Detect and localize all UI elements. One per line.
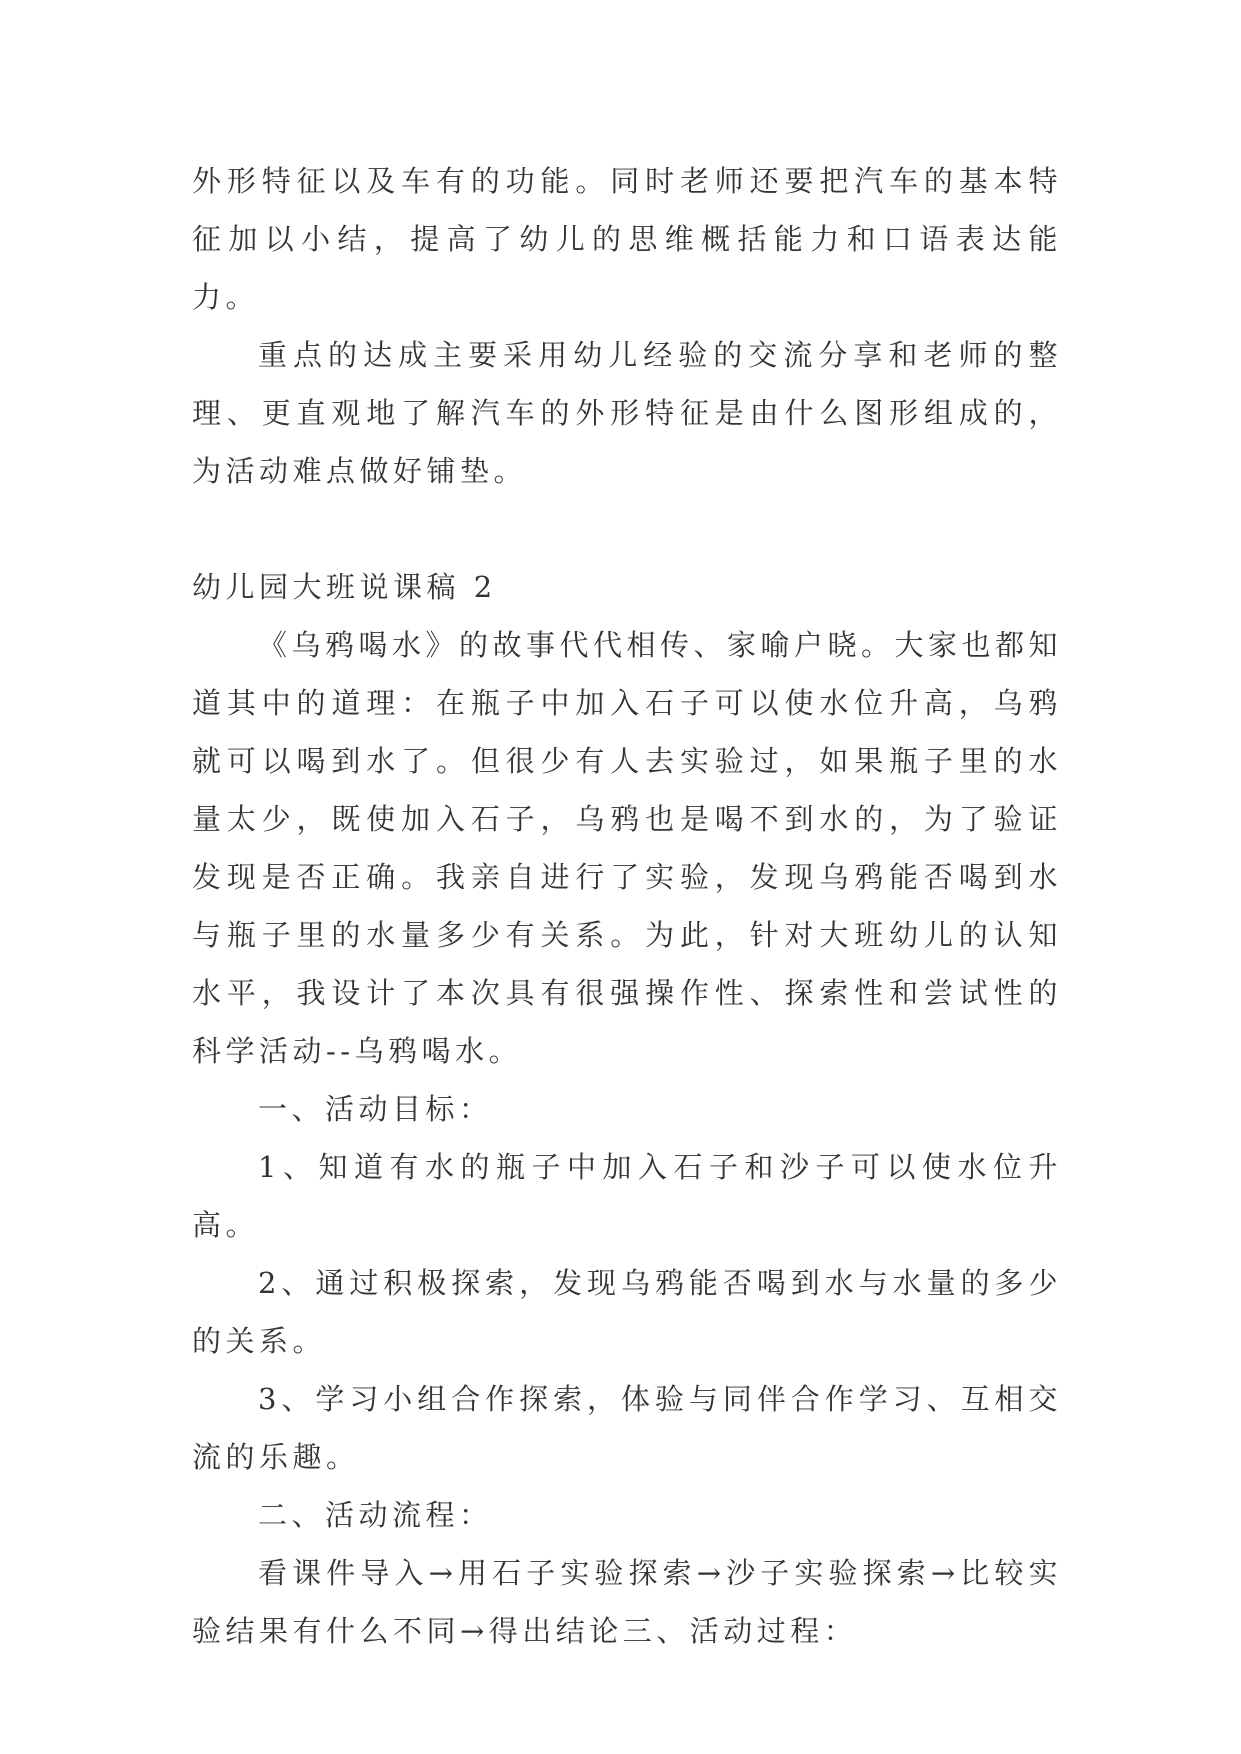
- objective-item-2: 2、通过积极探索，发现乌鸦能否喝到水与水量的多少的关系。: [192, 1266, 1062, 1358]
- document-page: [192, 152, 1062, 1660]
- section-title: 幼儿园大班说课稿 2: [192, 570, 497, 604]
- paragraph-key-points: 重点的达成主要采用幼儿经验的交流分享和老师的整理、更直观地了解汽车的外形特征是由什么图形组成的，为活动难点做好铺垫。: [192, 338, 1062, 488]
- paragraph-continued: 外形特征以及车有的功能。同时老师还要把汽车的基本特征加以小结，提高了幼儿的思维概括能力和口语表达能力。: [192, 164, 1062, 314]
- paragraph-flow: 看课件导入→用石子实验探索→沙子实验探索→比较实验结果有什么不同→得出结论三、活动过程：: [192, 1556, 1062, 1648]
- paragraph-intro: 《乌鸦喝水》的故事代代相传、家喻户晓。大家也都知道其中的道理：在瓶子中加入石子可以使水位升高，乌鸦就可以喝到水了。但很少有人去实验过，如果瓶子里的水量太少，既使加入石子，乌鸦也是喝不到水的，为了验证发现是否正确。我亲自进行了实验，发现乌鸦能否喝到水与瓶子里的水量多少有关系。为此，针对大班幼儿的认知水平，我设计了本次具有很强操作性、探索性和尝试性的科学活动--乌鸦喝水。: [192, 628, 1063, 1068]
- heading-flow: 二、活动流程：: [258, 1498, 493, 1532]
- objective-item-1: 1、知道有水的瓶子中加入石子和沙子可以使水位升高。: [192, 1150, 1062, 1242]
- heading-objectives: 一、活动目标：: [258, 1092, 493, 1126]
- objective-item-3: 3、学习小组合作探索，体验与同伴合作学习、互相交流的乐趣。: [192, 1382, 1062, 1474]
